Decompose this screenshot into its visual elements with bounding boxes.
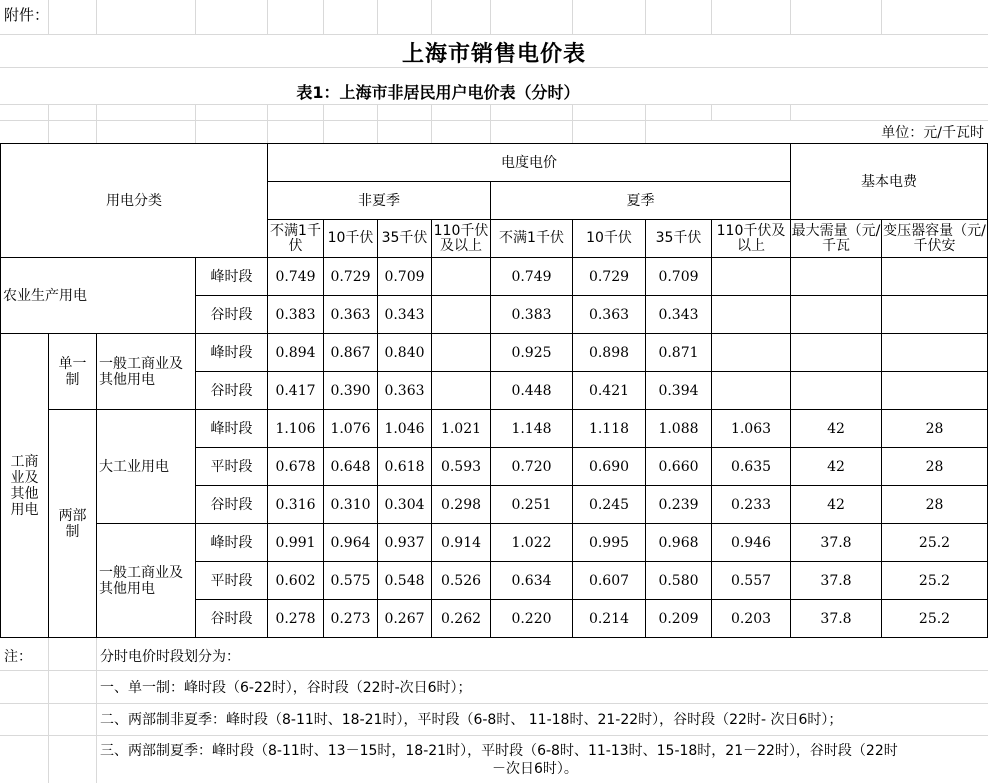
gridline <box>645 104 646 144</box>
price-cell: 0.363 <box>378 372 432 410</box>
note-line-3b: －次日6时）。 <box>492 761 578 777</box>
price-cell: 0.448 <box>491 372 573 410</box>
gridline <box>377 104 378 144</box>
price-cell: 0.602 <box>268 562 324 600</box>
page-title: 上海市销售电价表 <box>401 42 586 67</box>
price-cell: 1.076 <box>324 410 378 448</box>
price-cell: 0.304 <box>378 486 432 524</box>
price-cell: 42 <box>791 486 882 524</box>
price-cell: 0.709 <box>646 258 712 296</box>
price-cell: 0.298 <box>432 486 491 524</box>
header-max-demand: 最大需量（元/千瓦 <box>791 220 882 258</box>
category-general: 一般工商业及其他用电 <box>97 334 196 410</box>
period-valley: 谷时段 <box>196 600 268 638</box>
gridline <box>572 0 573 34</box>
price-cell: 0.648 <box>324 448 378 486</box>
category-agri: 农业生产用电 <box>1 258 196 334</box>
gridline <box>195 104 196 144</box>
price-cell <box>712 296 791 334</box>
price-cell: 0.343 <box>646 296 712 334</box>
price-cell <box>791 296 882 334</box>
period-peak: 峰时段 <box>196 524 268 562</box>
price-cell <box>882 258 988 296</box>
gridline <box>267 0 268 34</box>
price-cell: 0.267 <box>378 600 432 638</box>
price-cell: 0.964 <box>324 524 378 562</box>
price-cell <box>882 296 988 334</box>
gridline <box>431 0 432 34</box>
price-cell: 0.273 <box>324 600 378 638</box>
header-volt-110: 110千伏及以上 <box>432 220 491 258</box>
price-cell: 0.991 <box>268 524 324 562</box>
price-cell <box>712 258 791 296</box>
price-cell <box>882 334 988 372</box>
price-cell: 1.106 <box>268 410 324 448</box>
header-volt-35-summer: 35千伏 <box>646 220 712 258</box>
price-cell: 1.118 <box>573 410 646 448</box>
price-cell: 0.343 <box>378 296 432 334</box>
gridline <box>490 104 491 144</box>
unit-label: 单位：元/千瓦时 <box>881 125 984 141</box>
notes-intro: 分时电价时段划分为： <box>100 649 240 665</box>
period-valley: 谷时段 <box>196 486 268 524</box>
period-peak: 峰时段 <box>196 410 268 448</box>
gridline <box>0 703 988 704</box>
gridline <box>490 0 491 34</box>
header-volt-35: 35千伏 <box>378 220 432 258</box>
price-cell: 0.618 <box>378 448 432 486</box>
period-flat: 平时段 <box>196 562 268 600</box>
gridline <box>431 104 432 144</box>
category-two-part: 两部制 <box>49 410 97 638</box>
price-cell: 1.063 <box>712 410 791 448</box>
gridline <box>96 638 97 783</box>
header-volt-10-summer: 10千伏 <box>573 220 646 258</box>
price-cell: 28 <box>882 448 988 486</box>
header-volt-lt1-summer: 不满1千伏 <box>491 220 573 258</box>
price-cell: 0.203 <box>712 600 791 638</box>
gridline <box>0 34 988 35</box>
gridline <box>0 735 988 736</box>
price-cell: 0.209 <box>646 600 712 638</box>
gridline <box>323 0 324 34</box>
price-cell: 0.245 <box>573 486 646 524</box>
attachment-label: 附件： <box>4 6 50 24</box>
gridline <box>267 104 268 144</box>
category-large: 大工业用电 <box>97 410 196 524</box>
price-cell: 0.417 <box>268 372 324 410</box>
price-cell: 37.8 <box>791 600 882 638</box>
price-cell: 0.593 <box>432 448 491 486</box>
price-cell: 0.548 <box>378 562 432 600</box>
price-cell: 0.635 <box>712 448 791 486</box>
price-cell: 1.148 <box>491 410 573 448</box>
table-subtitle: 表1：上海市非居民用户电价表（分时） <box>296 83 580 102</box>
gridline <box>377 0 378 34</box>
price-cell: 0.214 <box>573 600 646 638</box>
header-basic-fee: 基本电费 <box>791 144 988 220</box>
price-cell: 0.575 <box>324 562 378 600</box>
period-valley: 谷时段 <box>196 372 268 410</box>
price-cell: 37.8 <box>791 562 882 600</box>
price-cell: 0.678 <box>268 448 324 486</box>
price-cell: 0.925 <box>491 334 573 372</box>
price-cell <box>882 372 988 410</box>
price-cell: 0.363 <box>324 296 378 334</box>
price-cell: 37.8 <box>791 524 882 562</box>
period-peak: 峰时段 <box>196 334 268 372</box>
category-industrial: 工商业及其他用电 <box>1 334 49 638</box>
gridline <box>195 0 196 34</box>
price-cell: 0.729 <box>324 258 378 296</box>
price-cell: 42 <box>791 448 882 486</box>
gridline <box>711 0 712 34</box>
price-cell: 28 <box>882 486 988 524</box>
price-cell: 0.840 <box>378 334 432 372</box>
gridline <box>0 670 988 671</box>
price-cell: 0.946 <box>712 524 791 562</box>
price-cell: 0.383 <box>491 296 573 334</box>
category-single: 单一制 <box>49 334 97 410</box>
price-cell: 0.729 <box>573 258 646 296</box>
gridline <box>790 0 791 34</box>
header-volt-lt1: 不满1千伏 <box>268 220 324 258</box>
header-non-summer: 非夏季 <box>268 182 491 220</box>
note-line-3a: 三、两部制夏季：峰时段（8-11时、13－15时，18-21时），平时段（6-8时、11-13时、15-18时，21－22时），谷时段（22时 <box>100 743 898 759</box>
gridline <box>572 104 573 144</box>
price-cell: 0.390 <box>324 372 378 410</box>
gridline <box>96 104 97 144</box>
price-cell: 0.660 <box>646 448 712 486</box>
price-cell: 0.749 <box>268 258 324 296</box>
header-transformer: 变压器容量（元/千伏安 <box>882 220 988 258</box>
price-cell <box>432 296 491 334</box>
price-cell <box>712 372 791 410</box>
price-cell: 0.914 <box>432 524 491 562</box>
price-cell: 0.557 <box>712 562 791 600</box>
price-cell: 0.526 <box>432 562 491 600</box>
price-cell: 0.316 <box>268 486 324 524</box>
price-cell: 0.898 <box>573 334 646 372</box>
price-cell: 0.709 <box>378 258 432 296</box>
header-summer: 夏季 <box>491 182 791 220</box>
price-cell: 0.278 <box>268 600 324 638</box>
price-cell: 0.871 <box>646 334 712 372</box>
price-cell: 0.690 <box>573 448 646 486</box>
price-cell: 1.022 <box>491 524 573 562</box>
price-cell: 1.088 <box>646 410 712 448</box>
price-cell: 25.2 <box>882 600 988 638</box>
price-cell: 0.937 <box>378 524 432 562</box>
note-line-1: 一、单一制：峰时段（6-22时），谷时段（22时-次日6时）； <box>100 680 472 696</box>
period-valley: 谷时段 <box>196 296 268 334</box>
price-cell: 25.2 <box>882 524 988 562</box>
price-table <box>0 143 988 638</box>
header-volt-10: 10千伏 <box>324 220 378 258</box>
price-cell <box>712 334 791 372</box>
note-line-2: 二、两部制非夏季：峰时段（8-11时、18-21时），平时段（6-8时、 11-18时、21-22时），谷时段（22时- 次日6时）； <box>100 712 843 728</box>
period-flat: 平时段 <box>196 448 268 486</box>
gridline <box>711 104 712 121</box>
price-cell: 0.580 <box>646 562 712 600</box>
price-cell: 0.749 <box>491 258 573 296</box>
price-cell: 0.383 <box>268 296 324 334</box>
gridline <box>881 0 882 34</box>
header-volt-110-summer: 110千伏及以上 <box>712 220 791 258</box>
price-cell: 28 <box>882 410 988 448</box>
period-peak: 峰时段 <box>196 258 268 296</box>
price-cell <box>432 258 491 296</box>
price-cell: 0.607 <box>573 562 646 600</box>
category-general-2: 一般工商业及其他用电 <box>97 524 196 638</box>
price-cell: 0.867 <box>324 334 378 372</box>
price-cell: 0.363 <box>573 296 646 334</box>
price-cell <box>791 258 882 296</box>
price-cell: 0.220 <box>491 600 573 638</box>
price-cell: 0.310 <box>324 486 378 524</box>
price-cell: 0.720 <box>491 448 573 486</box>
price-cell <box>791 334 882 372</box>
gridline <box>645 0 646 34</box>
gridline <box>323 104 324 144</box>
price-cell: 0.634 <box>491 562 573 600</box>
price-cell <box>432 334 491 372</box>
gridline <box>0 120 988 121</box>
gridline <box>790 104 791 121</box>
gridline <box>0 104 988 105</box>
price-cell: 25.2 <box>882 562 988 600</box>
price-cell: 0.995 <box>573 524 646 562</box>
gridline <box>96 0 97 34</box>
price-cell: 0.421 <box>573 372 646 410</box>
price-cell: 0.262 <box>432 600 491 638</box>
price-cell: 1.046 <box>378 410 432 448</box>
price-cell: 1.021 <box>432 410 491 448</box>
price-cell: 0.394 <box>646 372 712 410</box>
header-energy-price: 电度电价 <box>268 144 791 182</box>
price-cell <box>791 372 882 410</box>
gridline <box>48 638 49 783</box>
gridline <box>48 104 49 144</box>
price-cell: 42 <box>791 410 882 448</box>
notes-label: 注： <box>4 649 32 665</box>
price-cell: 0.894 <box>268 334 324 372</box>
price-cell: 0.239 <box>646 486 712 524</box>
header-category: 用电分类 <box>1 144 268 258</box>
price-cell: 0.233 <box>712 486 791 524</box>
price-cell: 0.251 <box>491 486 573 524</box>
price-cell <box>432 372 491 410</box>
price-cell: 0.968 <box>646 524 712 562</box>
